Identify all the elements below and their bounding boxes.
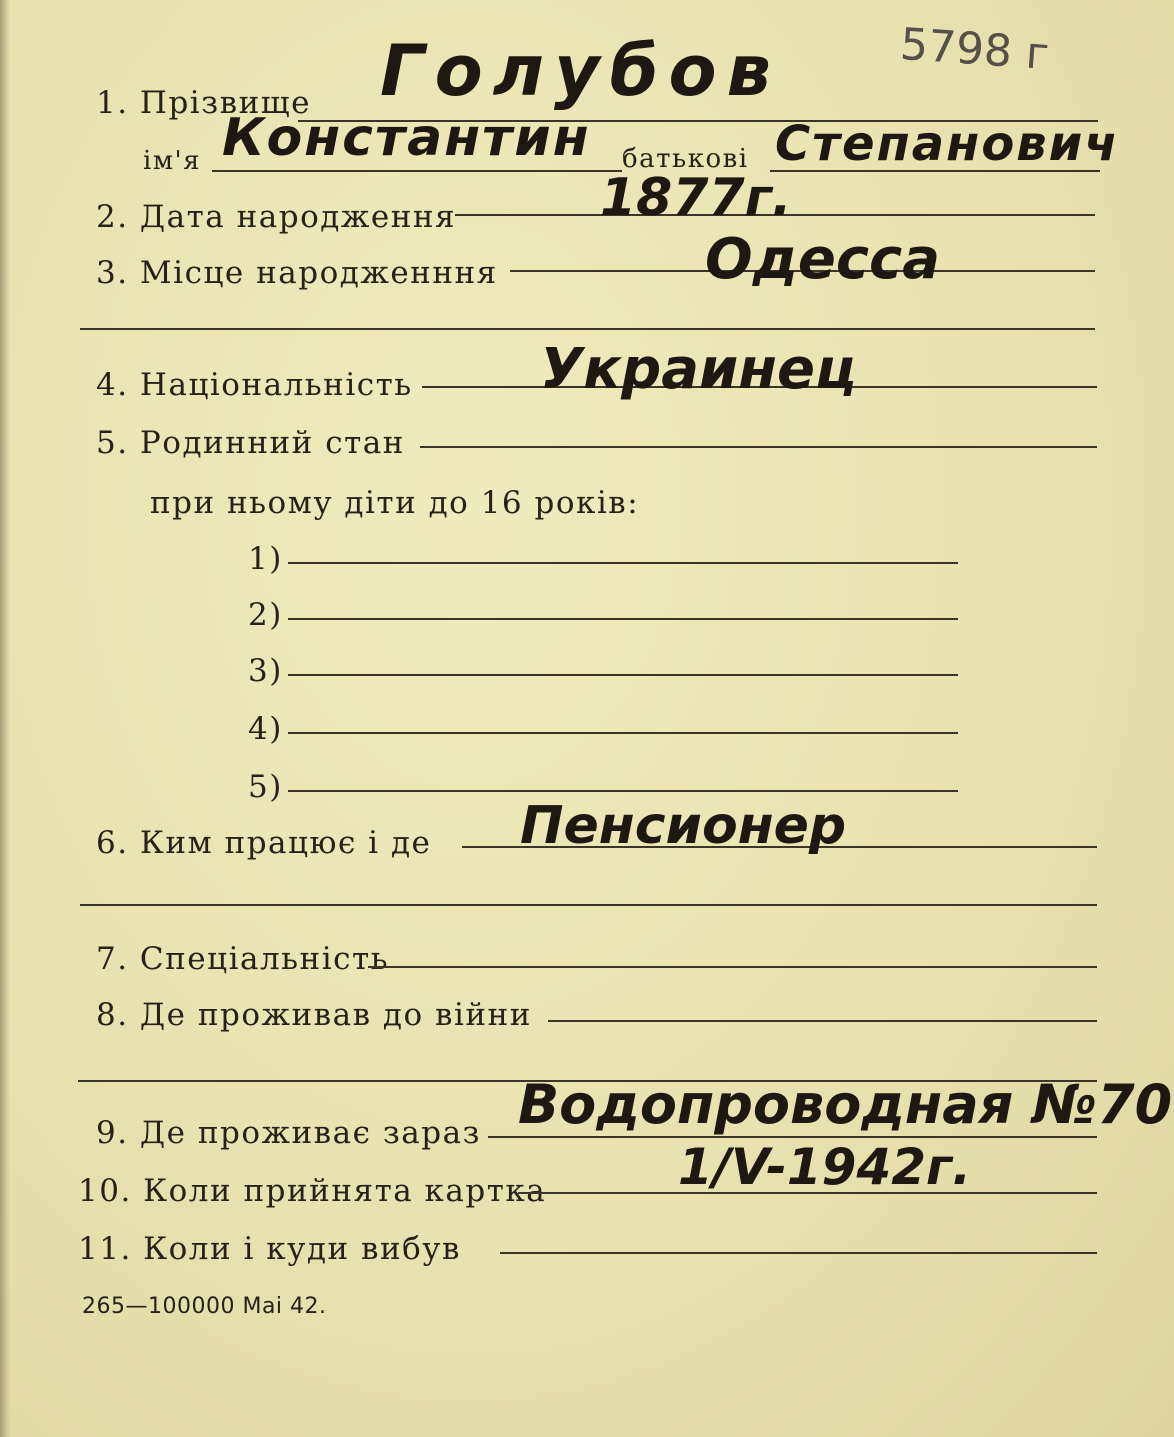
birth-date-value[interactable]: 1877г. (600, 168, 792, 228)
nationality-value[interactable]: Украинец (540, 337, 857, 402)
specialty-line (368, 966, 1097, 968)
name-line (212, 170, 622, 172)
children-heading: при ньому діти до 16 років: (150, 485, 640, 521)
marital-status-label: 5. Родинний стан (96, 425, 405, 461)
child-1-line (288, 562, 958, 564)
patronymic-value[interactable]: Степанович (775, 116, 1120, 172)
card-accepted-label: 10. Коли прийнята картка (78, 1173, 547, 1209)
occupation-label: 6. Ким працює і де (96, 825, 432, 861)
birth-place-value[interactable]: Одесса (705, 227, 940, 292)
prewar-residence-label: 8. Де проживав до війни (96, 997, 532, 1033)
child-5-line (288, 790, 958, 792)
departed-line (500, 1252, 1097, 1254)
departed-label: 11. Коли і куди вибув (78, 1231, 461, 1267)
specialty-label: 7. Спеціальність (96, 941, 390, 977)
child-4-label: 4) (248, 711, 283, 747)
current-residence-label: 9. Де проживає зараз (96, 1115, 481, 1151)
name-label: ім'я (143, 146, 202, 176)
child-3-label: 3) (248, 653, 283, 689)
birth-date-label: 2. Дата народження (96, 199, 457, 235)
surname-label: 1. Прізвище (96, 85, 311, 121)
surname-value[interactable]: Голубов (380, 30, 781, 112)
print-mark: 265—100000 Mai 42. (82, 1294, 327, 1319)
child-2-label: 2) (248, 597, 283, 633)
prewar-residence-line (548, 1020, 1097, 1022)
child-5-label: 5) (248, 769, 283, 805)
occupation-line-2 (80, 904, 1097, 906)
child-1-label: 1) (248, 541, 283, 577)
archive-number: 5798 г (898, 18, 1051, 81)
patronymic-label: батькові (622, 144, 749, 174)
name-value[interactable]: Константин (222, 108, 591, 168)
child-4-line (288, 732, 958, 734)
current-residence-value[interactable]: Водопроводная №70 (518, 1073, 1173, 1136)
occupation-value[interactable]: Пенсионер (520, 796, 847, 856)
marital-status-line (420, 446, 1097, 448)
child-2-line (288, 618, 958, 620)
birth-place-line-2 (80, 328, 1095, 330)
child-3-line (288, 674, 958, 676)
card-accepted-value[interactable]: 1/V-1942г. (678, 1138, 972, 1196)
birth-place-label: 3. Місце народженння (96, 255, 498, 291)
nationality-label: 4. Національність (96, 367, 413, 403)
